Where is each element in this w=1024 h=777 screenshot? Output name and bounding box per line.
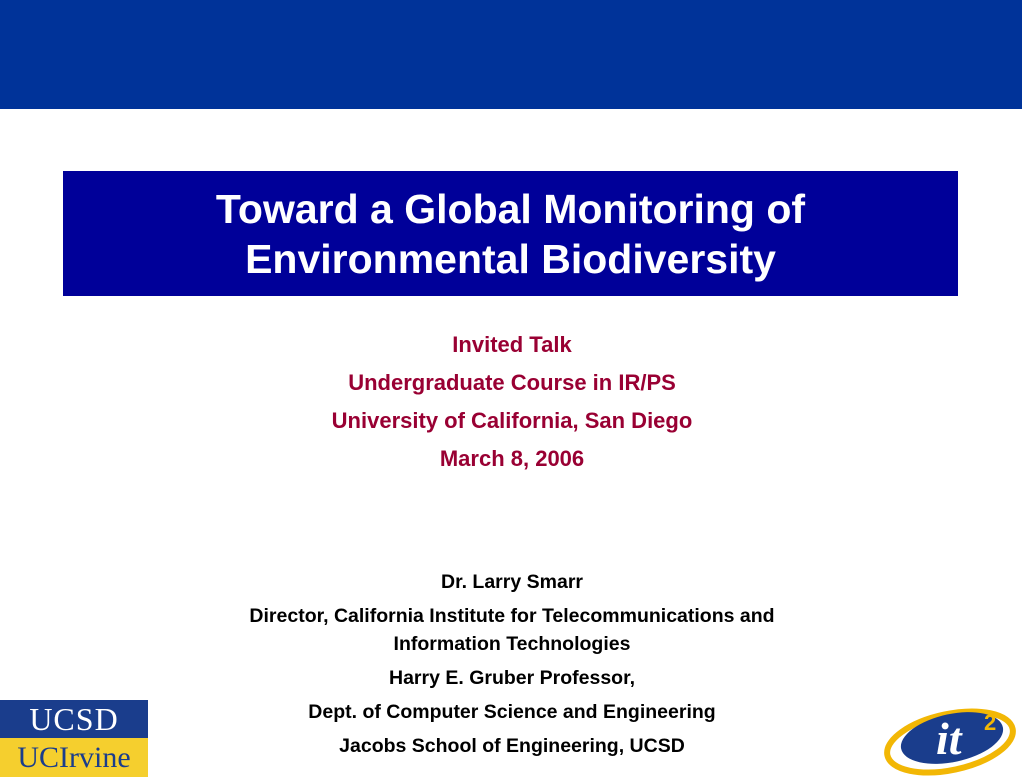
event-course: Undergraduate Course in IR/PS [348, 370, 676, 395]
speaker-info [0, 568, 1024, 760]
it2-logo-text: it [936, 713, 962, 764]
it2-logo-superscript: 2 [984, 710, 997, 735]
event-date: March 8, 2006 [439, 446, 585, 471]
top-banner [0, 0, 1022, 109]
event-venue: University of California, San Diego [331, 408, 693, 433]
event-info [0, 326, 1024, 478]
event-type: Invited Talk [452, 332, 572, 357]
speaker-school: Jacobs School of Engineering, UCSD [339, 735, 685, 757]
slide-title-line-1: Toward a Global Monitoring of [215, 185, 806, 232]
speaker-department: Dept. of Computer Science and Engineering [308, 701, 716, 723]
speaker-professorship: Harry E. Gruber Professor, [388, 667, 636, 689]
ucsd-logo-text: UCSD [29, 700, 119, 737]
speaker-name: Dr. Larry Smarr [441, 571, 583, 593]
speaker-title-line-2: Information Technologies [393, 633, 631, 655]
it2-logo [880, 700, 1020, 777]
ucirvine-logo [0, 738, 148, 777]
speaker-title-line-1: Director, California Institute for Telecommunications and [249, 605, 775, 627]
slide-title-line-2: Environmental Biodiversity [245, 235, 776, 282]
ucsd-logo [0, 700, 148, 738]
title-box [63, 171, 958, 296]
ucirvine-logo-text: UCIrvine [17, 740, 131, 774]
